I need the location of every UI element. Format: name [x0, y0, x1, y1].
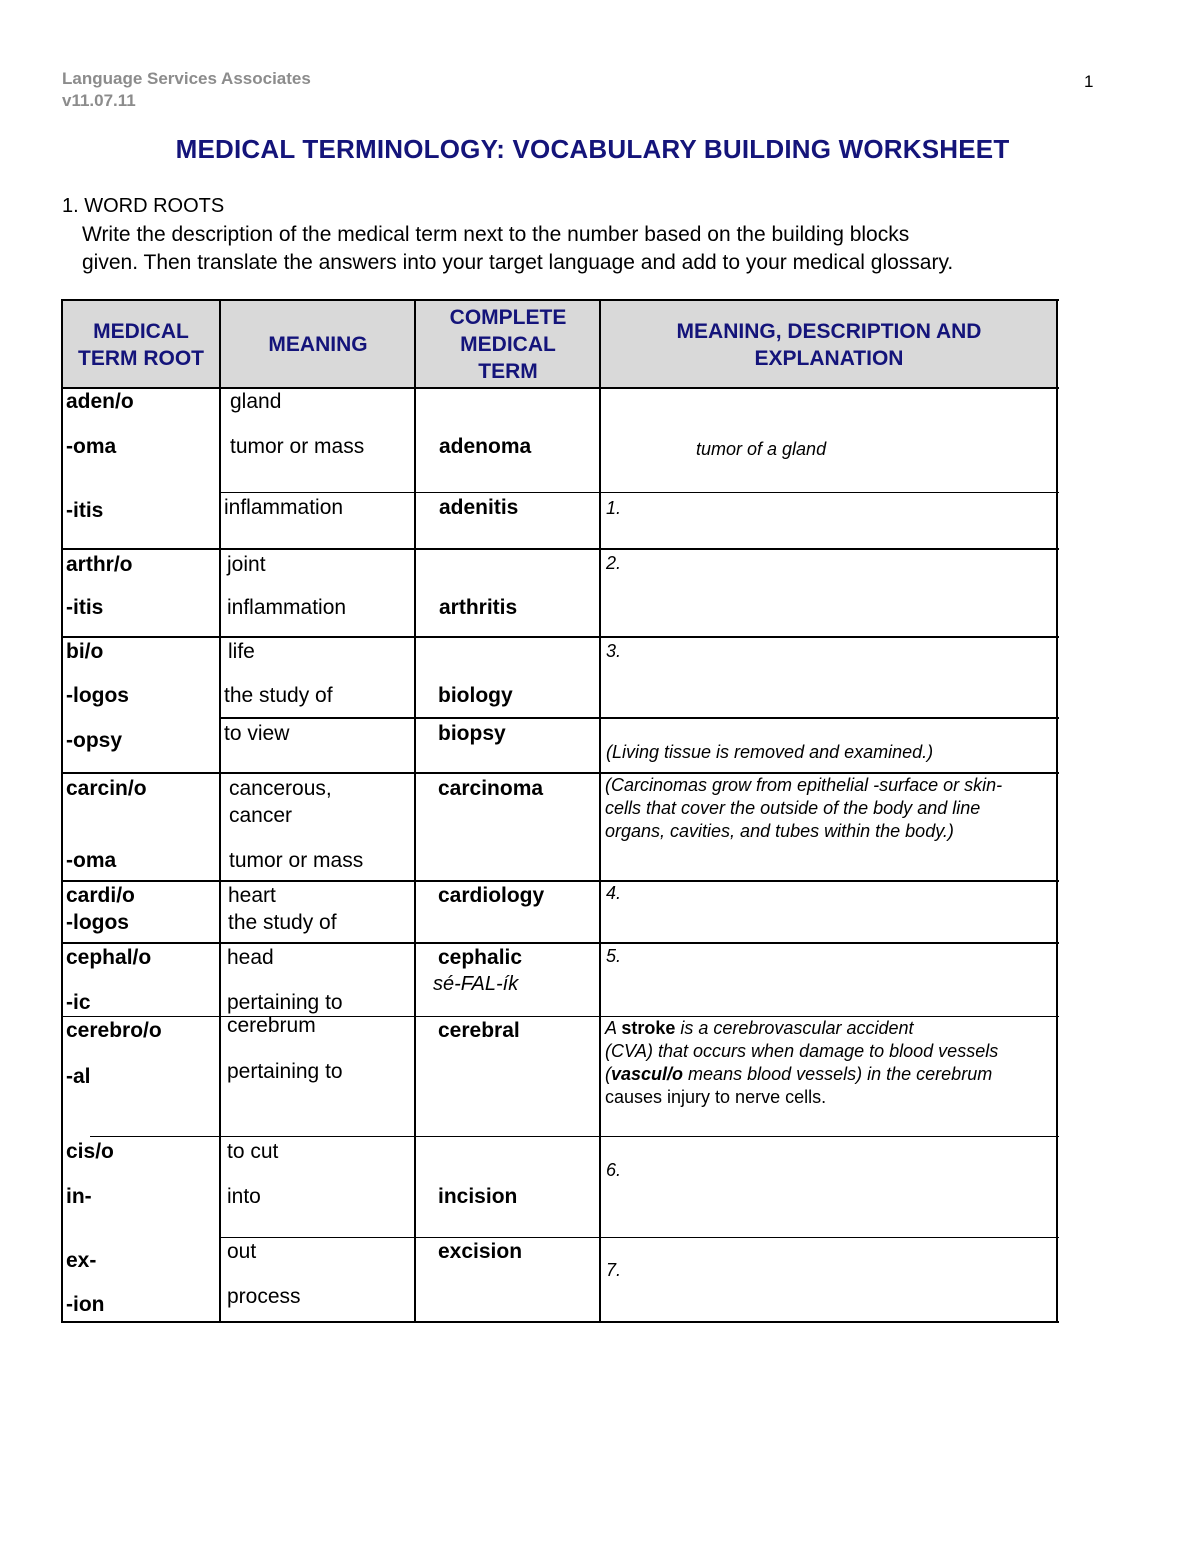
grid-line — [90, 1136, 1059, 1137]
root-meaning: cancer — [229, 804, 293, 827]
answer-number[interactable]: 1. — [606, 498, 622, 518]
term-root: cephal/o — [66, 946, 152, 969]
grid-line — [61, 299, 63, 1323]
description-keyword: vascul/o — [611, 1064, 684, 1084]
root-meaning: tumor or mass — [229, 849, 364, 872]
description-line: cells that cover the outside of the body and line — [605, 798, 981, 818]
header-text: TERM ROOT — [78, 347, 204, 370]
description-line — [605, 1017, 998, 1040]
root-meaning: heart — [228, 884, 276, 907]
complete-term: biology — [438, 684, 513, 707]
root-meaning: gland — [230, 390, 282, 413]
root-meaning: the study of — [224, 684, 333, 707]
header-text: MEDICAL — [460, 333, 556, 356]
term-root: -logos — [66, 911, 129, 934]
grid-line — [61, 548, 1059, 550]
answer-number[interactable]: 2. — [606, 553, 622, 573]
complete-term: excision — [438, 1240, 523, 1263]
description-line: causes injury to nerve cells. — [605, 1087, 827, 1107]
instructions-line-1: Write the description of the medical term next to the number based on the building blocks — [82, 223, 910, 246]
root-meaning: the study of — [228, 911, 337, 934]
root-meaning: pertaining to — [227, 1060, 343, 1083]
grid-line — [219, 1237, 1059, 1238]
complete-term: biopsy — [438, 722, 506, 745]
term-root: -itis — [66, 596, 104, 619]
grid-line — [599, 299, 601, 1323]
description-line — [605, 1063, 998, 1086]
root-meaning: inflammation — [224, 496, 344, 519]
complete-term: cephalic — [438, 946, 523, 969]
term-root: -al — [66, 1065, 91, 1088]
description-text: is a cerebrovascular accident — [675, 1018, 914, 1038]
root-meaning: out — [227, 1240, 257, 1263]
description-text: A — [605, 1018, 622, 1038]
root-meaning: inflammation — [227, 596, 347, 619]
root-meaning: process — [227, 1285, 301, 1308]
grid-line — [61, 387, 1059, 389]
term-description: tumor of a gland — [696, 439, 827, 459]
header-text: MEDICAL — [93, 320, 189, 343]
term-root: arthr/o — [66, 553, 133, 576]
term-root: -oma — [66, 849, 117, 872]
term-root: ex- — [66, 1249, 97, 1272]
root-meaning: cerebrum — [227, 1014, 316, 1037]
term-root: cis/o — [66, 1140, 114, 1163]
page-title: MEDICAL TERMINOLOGY: VOCABULARY BUILDING WORKSHEET — [175, 134, 1010, 164]
header-medical-term-root — [63, 318, 219, 372]
instructions-line-2: given. Then translate the answers into your target language and add to your medical glossary. — [82, 251, 954, 274]
version-label: v11.07.11 — [62, 91, 136, 110]
term-root: carcin/o — [66, 777, 147, 800]
complete-term: adenitis — [439, 496, 519, 519]
grid-line — [61, 880, 1059, 882]
page-number: 1 — [1084, 72, 1094, 91]
term-root: -ion — [66, 1293, 105, 1316]
term-root: in- — [66, 1185, 92, 1208]
grid-line — [61, 942, 1059, 944]
header-meaning — [221, 331, 415, 358]
term-root: bi/o — [66, 640, 104, 663]
answer-number[interactable]: 3. — [606, 641, 622, 661]
grid-line — [1056, 299, 1058, 1323]
term-description — [605, 774, 1002, 843]
root-meaning: into — [227, 1185, 261, 1208]
root-meaning: joint — [227, 553, 266, 576]
header-text: COMPLETE — [449, 306, 567, 329]
grid-line — [61, 299, 1059, 301]
section-heading: 1. WORD ROOTS — [62, 195, 225, 217]
pronunciation: sé-FAL-ík — [433, 973, 519, 995]
term-root: -itis — [66, 499, 104, 522]
term-description — [605, 1017, 998, 1109]
description-line: organs, cavities, and tubes within the body.) — [605, 821, 954, 841]
complete-term: cerebral — [438, 1019, 520, 1042]
root-meaning: cancerous, — [229, 777, 332, 800]
root-meaning: pertaining to — [227, 991, 343, 1014]
root-meaning: to view — [224, 722, 290, 745]
description-line: (CVA) that occurs when damage to blood vessels — [605, 1041, 999, 1061]
root-meaning: head — [227, 946, 274, 969]
header-description — [601, 318, 1057, 372]
term-root: cerebro/o — [66, 1019, 162, 1042]
root-meaning: tumor or mass — [230, 435, 365, 458]
grid-line — [219, 299, 221, 1323]
complete-term: arthritis — [439, 596, 518, 619]
term-root: -oma — [66, 435, 117, 458]
complete-term: carcinoma — [438, 777, 544, 800]
grid-line — [414, 299, 416, 1323]
header-text: TERM — [478, 360, 538, 383]
organization-name: Language Services Associates — [62, 69, 311, 88]
grid-line — [219, 492, 1059, 493]
term-root: aden/o — [66, 390, 134, 413]
grid-line — [61, 1321, 1059, 1323]
answer-number[interactable]: 5. — [606, 946, 622, 966]
complete-term: adenoma — [439, 435, 532, 458]
term-root: -logos — [66, 684, 129, 707]
complete-term: cardiology — [438, 884, 545, 907]
header-text: MEANING, DESCRIPTION AND — [676, 320, 982, 343]
grid-line — [61, 636, 1059, 638]
description-text: ( — [605, 1064, 611, 1084]
description-keyword: stroke — [621, 1018, 676, 1038]
description-line: (Carcinomas grow from epithelial -surface or skin- — [605, 775, 1003, 795]
answer-number[interactable]: 6. — [606, 1160, 622, 1180]
answer-number[interactable]: 4. — [606, 883, 622, 903]
header-text: EXPLANATION — [754, 347, 904, 370]
root-meaning: to cut — [227, 1140, 279, 1163]
answer-number[interactable]: 7. — [606, 1260, 622, 1280]
term-root: -opsy — [66, 729, 123, 752]
term-root: -ic — [66, 991, 91, 1014]
term-description: (Living tissue is removed and examined.) — [606, 742, 934, 762]
root-meaning: life — [228, 640, 255, 663]
header-complete-medical-term — [416, 304, 600, 385]
term-root: cardi/o — [66, 884, 135, 907]
complete-term: incision — [438, 1185, 518, 1208]
header-text: MEANING — [268, 333, 368, 356]
grid-line — [219, 717, 1059, 719]
description-text: means blood vessels) in the cerebrum — [683, 1064, 993, 1084]
